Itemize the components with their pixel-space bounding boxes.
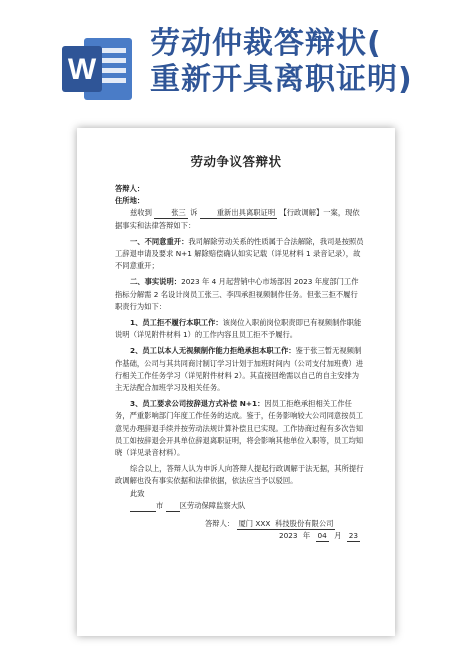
- item-two: 2、员工以本人无视频制作能力拒绝承担本职工作：鉴于张三暂无视频制作基础，公司与其共同商讨制订学习计划于加班时间内（公司支付加班费）进行相关工作任务学习（详见附件材料 2）。其直接回绝需以自己的自主安排为主无法配合加班学习及相关任务。: [115, 346, 364, 393]
- item-three: 3、员工要求公司按辞退方式补偿 N+1：因员工拒绝承担相关工作任务，严重影响部门年度工作任务的达成。鉴于，任务影响较大公司同意按员工意见办理辞退手续并按劳动法规计算补偿且已实现。工作协商过程有多次告知员工如按辞退会开具单位辞退离职证明，将会影响其他单位入职等，员工均知晓（详见录音材料）。: [115, 399, 364, 458]
- section-two: 二、事实说明：2023 年 4 月起营销中心市场部因 2023 年度部门工作指标分解需 2 名设计岗员工张三、李四承担视频制作任务。但张三拒不履行职责行为如下：: [115, 277, 359, 311]
- section-one: 一、不同意重开：我司解除劳动关系的性质属于合法解除，我司是按照员工辞退申请及要求 N+1 解除赔偿确认如实记载（详见材料 1 录音记录），故不同意重开；: [115, 236, 364, 271]
- document-title: 劳动争议答辩状: [190, 154, 282, 169]
- banner-title-line1: 劳动仲裁答辩状(: [150, 26, 382, 61]
- document-body: [115, 183, 365, 542]
- respondent-line: 答辩人：: [115, 184, 145, 193]
- conclusion-paragraph: 综合以上，答辩人认为申诉人向答辩人提起行政调解于法无据，其所提行政调解也没有事实依据和法律依据，依法应当予以驳回。: [115, 464, 364, 486]
- word-icon-letter: W: [67, 53, 97, 86]
- banner: [0, 0, 474, 120]
- intro-paragraph: 兹收到 张三 诉 重新出具离职证明 【行政调解】一案，现依据事实和法律答辩如下：: [115, 208, 360, 230]
- address-line: 住所地：: [115, 196, 145, 206]
- banner-title: [150, 26, 468, 98]
- signature-line: 答辩人： 厦门 XXX 科技股份有限公司: [205, 519, 334, 529]
- company-name-field: 厦门 XXX 科技股份有限公司: [238, 519, 334, 529]
- banner-title-line2: 重新开具离职证明): [150, 62, 413, 97]
- word-document-icon: [62, 38, 134, 100]
- closing-line: 此致: [130, 488, 145, 498]
- date-line: 2023 年 04 月 23: [279, 531, 359, 541]
- claimant-name-field: 张三: [154, 208, 188, 219]
- recipient-line: 市 区劳动保障监察大队: [115, 500, 365, 512]
- case-subject-field: 重新出具离职证明: [200, 208, 277, 219]
- item-one: 1、员工拒不履行本职工作：该岗位入职前岗位职责即已有视频制作职能说明（详见附件材料 1）的工作内容且员工拒不予履行。: [115, 318, 362, 340]
- document-page: [77, 128, 395, 636]
